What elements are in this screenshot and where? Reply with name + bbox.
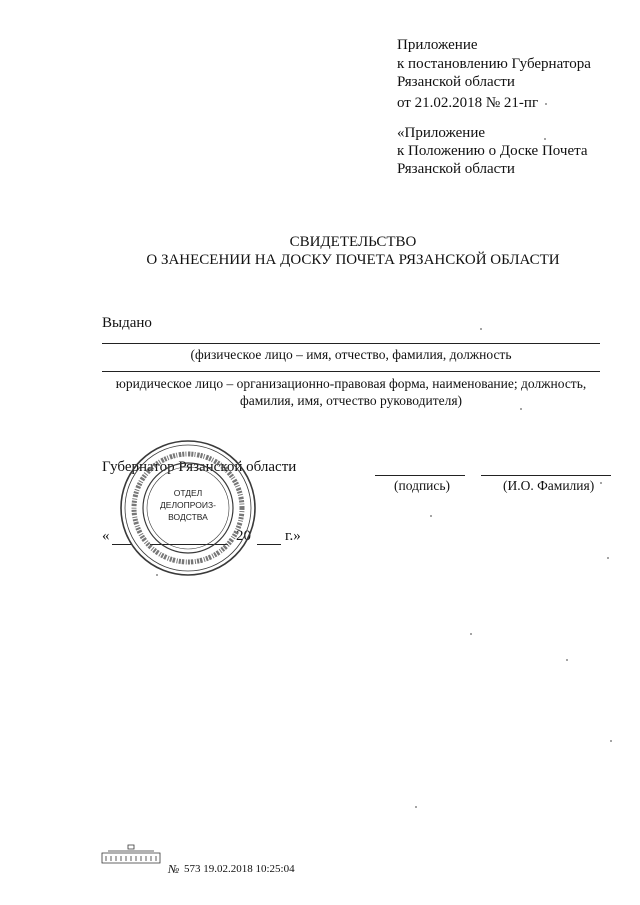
name-line	[481, 475, 611, 476]
date-year-prefix: 20	[236, 528, 251, 544]
issued-label: Выдано	[102, 315, 152, 331]
stamp-text-3: ВОДСТВА	[168, 512, 208, 522]
name-hint: (И.О. Фамилия)	[503, 478, 595, 493]
issued-to-hint-individual: (физическое лицо – имя, отчество, фамилия, должность	[190, 347, 512, 362]
sub-appendix-label: «Приложение	[397, 125, 486, 141]
issued-to-hint-legal-entity: юридическое лицо – организационно-правовая форма, наименование; должность,	[115, 376, 587, 391]
sub-appendix-regulation: к Положению о Доске Почета	[397, 143, 588, 159]
signature-line	[375, 475, 465, 476]
building-logo-icon	[100, 843, 162, 865]
registration-stamp: 573 19.02.2018 10:25:04	[184, 863, 295, 875]
date-open-quote: «	[102, 528, 110, 544]
stamp-text-2: ДЕЛОПРОИЗ-	[160, 500, 216, 510]
appendix-label: Приложение	[397, 37, 478, 53]
number-sign-icon: №	[168, 862, 180, 876]
date-year-suffix: г.»	[285, 528, 301, 544]
date-year-line	[257, 544, 281, 545]
issued-to-hint-director: фамилия, имя, отчество руководителя)	[239, 393, 463, 408]
stamp-text-1: ОТДЕЛ	[173, 488, 203, 498]
governor-label: Губернатор Рязанской области	[102, 459, 297, 475]
appendix-region: Рязанской области	[397, 74, 515, 90]
issued-to-line-2	[102, 371, 600, 372]
appendix-resolution: к постановлению Губернатора	[397, 56, 591, 72]
appendix-date-number: от 21.02.2018 № 21-пг	[397, 95, 539, 111]
official-stamp	[118, 438, 258, 578]
document-title: СВИДЕТЕЛЬСТВО	[289, 234, 417, 250]
issued-to-line-1	[102, 343, 600, 344]
sub-appendix-region: Рязанской области	[397, 161, 515, 177]
document-subtitle: О ЗАНЕСЕНИИ НА ДОСКУ ПОЧЕТА РЯЗАНСКОЙ ОБЛАСТИ	[146, 252, 560, 268]
signature-hint: (подпись)	[394, 478, 451, 493]
